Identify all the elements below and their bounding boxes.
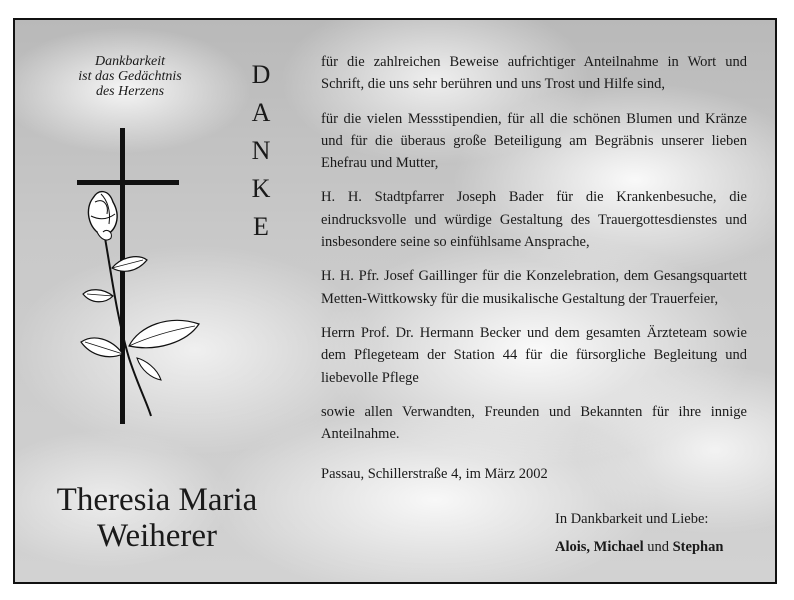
signer-separator: , — [586, 539, 594, 555]
signer-name: Alois — [555, 539, 587, 555]
deceased-name-line-2: Weiherer — [96, 518, 218, 554]
danke-letter: K — [251, 174, 271, 203]
deceased-name-line-1: Theresia Maria — [56, 482, 258, 518]
place-date: Passau, Schillerstraße 4, im März 2002 — [321, 466, 548, 483]
paragraph-pastor: H. H. Stadtpfarrer Joseph Bader für die Krankenbesuche, die eindrucksvolle und würdige Gestaltung des Trauergottesdienstes und insbesondere seine so einfühlsame Ansprache, — [321, 189, 747, 251]
signer-separator: und — [643, 539, 673, 555]
motto-line-3: des Herzens — [95, 84, 165, 99]
paragraph-doctors: Herrn Prof. Dr. Hermann Becker und dem gesamten Ärzteteam sowie dem Pflegeteam der Station 44 für die fürsorgliche Begleitung und liebevolle Pflege — [321, 324, 747, 386]
danke-vertical-heading — [241, 58, 281, 248]
signers — [555, 536, 755, 558]
paragraph-flowers: für die vielen Messstipendien, für all die schönen Blumen und Kränze und für die überaus große Beteiligung am Begräbnis unserer lieben Ehefrau und Mutter, — [321, 110, 747, 172]
paragraph-concelebration: H. H. Pfr. Josef Gaillinger für die Konzelebration, dem Gesangsquartett Metten-Wittkowsky für die musikalische Gestaltung der Trauerfeier, — [321, 268, 747, 307]
danke-letter: D — [251, 60, 271, 89]
cross-with-rose-icon — [77, 128, 207, 428]
danke-letter: N — [251, 136, 271, 165]
deceased-name — [37, 482, 277, 554]
paragraph-relatives: sowie allen Verwandten, Freunden und Bekannten für ihre innige Anteilnahme. — [321, 403, 747, 443]
motto — [55, 54, 205, 99]
closing-block — [555, 508, 755, 558]
thank-you-text — [321, 51, 747, 498]
obituary-card — [13, 18, 777, 584]
danke-letter: A — [251, 98, 271, 127]
signer-name: Michael — [593, 539, 644, 555]
closing-line: In Dankbarkeit und Liebe: — [555, 511, 709, 527]
signer-name: Stephan — [672, 539, 724, 555]
motto-line-2: ist das Gedächtnis — [78, 69, 182, 84]
paragraph-correspondence: für die zahlreichen Beweise aufrichtiger Anteilnahme in Wort und Schrift, die uns sehr berühren und uns Trost und Hilfe sind, — [321, 54, 747, 93]
danke-letter: E — [253, 212, 269, 241]
motto-line-1: Dankbarkeit — [95, 54, 165, 69]
